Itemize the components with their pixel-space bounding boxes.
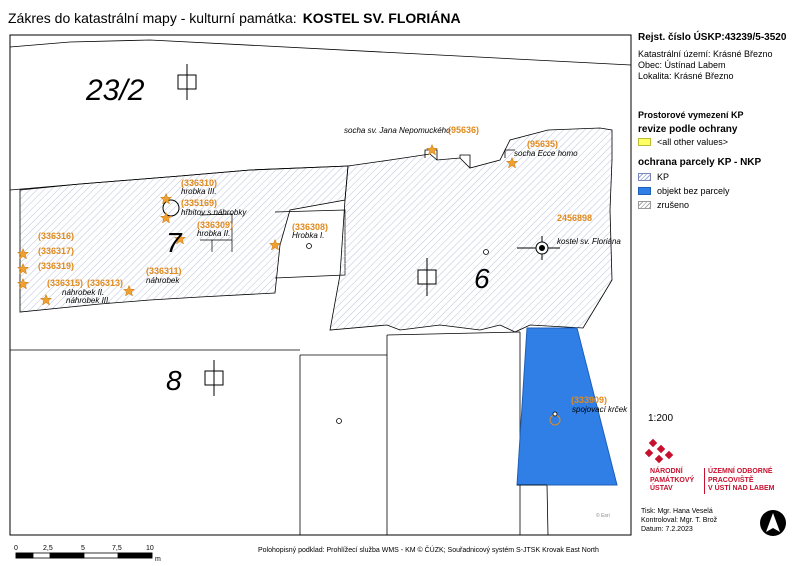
- label-95635-name: socha Ecce homo: [514, 149, 578, 158]
- scale-tick-2-5: 2,5: [43, 545, 53, 552]
- npu-emblem-icon: [642, 438, 678, 466]
- locality: Lokalita: Krásné Březno: [638, 71, 734, 81]
- label-336311-name: náhrobek: [146, 276, 180, 285]
- yellow-swatch-icon: [638, 138, 651, 146]
- label-333909-name: spojovací krček: [572, 405, 628, 414]
- label-336310-id: (336310): [181, 178, 218, 188]
- scale-tick-10: 10: [146, 545, 154, 552]
- blue-swatch-icon: [638, 187, 651, 195]
- municipality: Obec: Ústínad Labem: [638, 60, 726, 70]
- parcel-number-8: 8: [166, 365, 182, 396]
- legend-section1-line1: Prostorové vymezení KP: [638, 110, 744, 120]
- label-336315-id: (336315): [47, 278, 84, 288]
- label-2456898-id: 2456898: [557, 213, 593, 223]
- label-335169-name: hřbitov s náhrobky: [181, 208, 247, 217]
- scale-tick-7-5: 7,5: [112, 545, 122, 552]
- label-336313-name: náhrobek III.: [66, 296, 111, 305]
- legend-item-zruseno: zrušeno: [638, 198, 798, 212]
- label-336319-id: (336319): [38, 261, 75, 271]
- label-336316-id: (336316): [38, 231, 75, 241]
- title-monument-name: KOSTEL SV. FLORIÁNA: [302, 10, 461, 26]
- label-95636-name: socha sv. Jana Nepomuckého: [344, 126, 451, 135]
- legend-section1-line2: revize podle ochrany: [638, 124, 738, 135]
- legend-item-objekt-bez-parcely: objekt bez parcely: [638, 184, 798, 198]
- label-336315-name: náhrobek II.: [62, 288, 105, 297]
- hatched-swatch-icon: [638, 173, 651, 181]
- logo-left-text: NÁRODNÍ PAMÁTKOVÝ ÚSTAV: [650, 468, 695, 492]
- label-335169-id: (335169): [181, 198, 218, 208]
- credits-date: Datum: 7.2.2023: [641, 526, 693, 533]
- legend: [638, 110, 798, 212]
- scale-tick-5: 5: [81, 545, 85, 552]
- label-2456898-name: kostel sv. Floriána: [557, 237, 621, 246]
- scale-tick-0: 0: [14, 545, 18, 552]
- legend-section2-title: ochrana parcely KP - NKP: [638, 157, 762, 168]
- logo-divider: [704, 468, 705, 494]
- label-336311-id: (336311): [146, 266, 182, 276]
- survey-point-333909: [553, 412, 557, 416]
- logo-right-text: ÚZEMNÍ ODBORNÉ PRACOVIŠTĚ V ÚSTÍ NAD LABEM: [708, 468, 775, 492]
- parcel-number-6: 6: [474, 263, 490, 294]
- label-336317-id: (336317): [38, 246, 75, 256]
- label-336310-name: hrobka III.: [181, 187, 217, 196]
- credits-check: Kontroloval: Mgr. T. Brož: [641, 517, 718, 524]
- label-336313-id: (336313): [87, 278, 124, 288]
- label-95636-id: (95636): [448, 125, 480, 135]
- legend-item-kp: KP: [638, 170, 798, 184]
- cadastral-area: Katastrální území: Krásné Březno: [638, 49, 773, 59]
- label-336309-name: hrobka II.: [197, 229, 231, 238]
- legend-item-all-other-values: <all other values>: [638, 135, 798, 149]
- north-arrow-icon: [759, 509, 787, 537]
- scale-bar: [10, 543, 170, 563]
- credits: [641, 507, 717, 534]
- parcel-number-7: 7: [166, 227, 182, 258]
- label-336308-id: (336308): [292, 222, 329, 232]
- map-watermark: © Esri: [596, 513, 610, 519]
- label-336308-name: Hrobka I.: [292, 231, 325, 240]
- credits-print: Tisk: Mgr. Hana Veselá: [641, 508, 713, 515]
- info-legend-panel: [638, 32, 798, 212]
- title-prefix: Zákres do katastrální mapy - kulturní památka:: [8, 10, 297, 26]
- scale-ratio: 1:200: [648, 413, 674, 424]
- registry-number: Rejst. číslo ÚSKP:43239/5-3520: [638, 32, 787, 43]
- parcel-number-23-2: 23/2: [86, 74, 145, 107]
- npu-logo: [640, 438, 800, 498]
- label-95635-id: (95635): [527, 139, 559, 149]
- grey-hatched-swatch-icon: [638, 201, 651, 209]
- data-source-note: Polohopisný podklad: Prohlížecí služba WMS - KM © ČÚZK; Souřadnicový systém S-JTSK Krovak East North: [258, 547, 599, 554]
- scale-unit: m: [155, 556, 161, 563]
- label-333909-id: (333909): [571, 395, 608, 405]
- label-336309-id: (336309): [197, 220, 234, 230]
